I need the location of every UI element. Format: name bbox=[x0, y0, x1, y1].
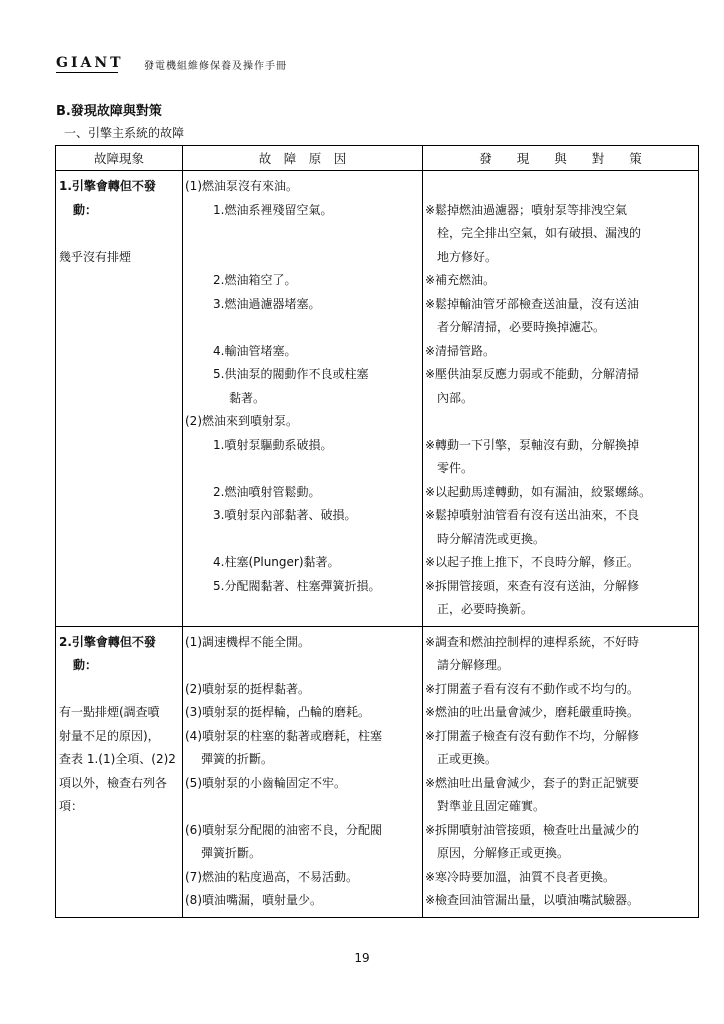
cause-line: (2)噴射泵的挺桿黏著。 bbox=[185, 681, 310, 696]
cause-line: (1)調速機桿不能全開。 bbox=[185, 634, 310, 649]
action-cell bbox=[423, 626, 699, 917]
brand-logo-text: GIANT bbox=[56, 55, 124, 71]
symptom-title-cont: 動： bbox=[73, 202, 98, 217]
manual-title: 發電機組維修保養及操作手冊 bbox=[144, 61, 287, 72]
cause-line: 5.供油泵的閥動作不良或柱塞 bbox=[213, 367, 369, 381]
action-line: 請分解修理。 bbox=[437, 658, 510, 672]
cause-line: 2.燃油箱空了。 bbox=[213, 273, 297, 287]
cause-line: 3.噴射泵內部黏著、破損。 bbox=[213, 508, 357, 522]
action-line: 地方修好。 bbox=[437, 249, 498, 264]
symptom-note-line: 項： bbox=[59, 799, 84, 813]
cause-line: 4.輸油管堵塞。 bbox=[213, 343, 297, 358]
page-header bbox=[56, 55, 696, 75]
action-line: ※補充燃油。 bbox=[425, 273, 496, 287]
cause-cell bbox=[183, 171, 423, 627]
action-line: ※鬆掉輸油管牙部檢查送油量，沒有送油 bbox=[425, 296, 640, 311]
table-row bbox=[56, 626, 699, 917]
cause-line: (8)噴油嘴漏，噴射量少。 bbox=[185, 893, 322, 907]
symptom-title: 2.引擎會轉但不發 bbox=[59, 634, 156, 649]
cause-line: 彈簧折斷。 bbox=[201, 846, 262, 860]
cause-cell bbox=[183, 626, 423, 917]
action-line: 內部。 bbox=[437, 390, 474, 405]
header-underline bbox=[56, 72, 118, 73]
header-cause: 故 障 原 因 bbox=[183, 146, 423, 171]
action-line: 正或更換。 bbox=[437, 752, 498, 766]
action-line: 原因，分解修正或更換。 bbox=[437, 846, 570, 860]
page-number: 19 bbox=[354, 951, 370, 965]
header-action: 發 現 與 對 策 bbox=[423, 146, 699, 171]
action-line: ※燃油的吐出量會減少，磨耗嚴重時換。 bbox=[425, 705, 640, 719]
cause-line: (4)噴射泵的柱塞的黏著或磨耗，柱塞 bbox=[185, 728, 382, 743]
action-line: 零件。 bbox=[437, 461, 474, 475]
action-line: ※打開蓋子看有沒有不動作或不均勻的。 bbox=[425, 681, 640, 696]
cause-line: 2.燃油噴射管鬆動。 bbox=[213, 484, 321, 499]
symptom-note-line: 射量不足的原因)， bbox=[59, 728, 160, 743]
action-line: ※清掃管路。 bbox=[425, 343, 496, 358]
action-line: ※拆開管接頭，來查有沒有送油，分解修 bbox=[425, 578, 640, 593]
action-line: ※調查和燃油控制桿的連桿系統，不好時 bbox=[425, 634, 640, 649]
symptom-title: 1.引擎會轉但不發 bbox=[59, 179, 156, 193]
action-line: 者分解清掃，必要時換掉濾芯。 bbox=[437, 320, 606, 334]
action-line: ※打開蓋子檢查有沒有動作不均，分解修 bbox=[425, 728, 640, 743]
action-line: ※壓供油泵反應力弱或不能動，分解清掃 bbox=[425, 367, 640, 381]
cause-line: (6)噴射泵分配閥的油密不良，分配閥 bbox=[185, 822, 382, 837]
action-line: 時分解清洗或更換。 bbox=[437, 531, 546, 546]
table-row bbox=[56, 171, 699, 627]
cause-line: (5)噴射泵的小齒輪固定不牢。 bbox=[185, 775, 346, 790]
cause-line: 4.柱塞(Plunger)黏著。 bbox=[213, 555, 340, 569]
symptom-note-line: 查表 1.(1)全項、(2)2 bbox=[59, 752, 176, 766]
action-line: ※鬆掉噴射油管看有沒有送出油來，不良 bbox=[425, 508, 640, 522]
symptom-note: 幾乎沒有排煙 bbox=[59, 249, 132, 264]
cause-line: 1.燃油系裡殘留空氣。 bbox=[213, 202, 333, 217]
action-line: ※拆開噴射油管接頭，檢查吐出量減少的 bbox=[425, 822, 640, 837]
fault-table bbox=[55, 145, 699, 918]
action-line: ※以起動馬達轉動，如有漏油，絞緊螺絲。 bbox=[425, 484, 652, 499]
action-line: 正，必要時換新。 bbox=[437, 602, 534, 616]
action-cell bbox=[423, 171, 699, 627]
cause-line: (1)燃油泵沒有來油。 bbox=[185, 179, 298, 193]
cause-line: (7)燃油的粘度過高，不易活動。 bbox=[185, 869, 358, 884]
cause-line: 彈簧的折斷。 bbox=[201, 752, 274, 766]
action-line: ※寒冷時要加溫，油質不良者更換。 bbox=[425, 869, 616, 884]
cause-line: 3.燃油過濾器堵塞。 bbox=[213, 296, 321, 311]
action-line: ※轉動一下引擎，泵軸沒有動，分解換掉 bbox=[425, 437, 640, 452]
action-line: ※燃油吐出量會減少，套子的對正記號要 bbox=[425, 775, 640, 790]
cause-line: (3)噴射泵的挺桿輪，凸輪的磨耗。 bbox=[185, 705, 370, 719]
subsection-title: 一、引擎主系統的故障 bbox=[64, 126, 185, 140]
action-line: ※鬆掉燃油過濾器；噴射泵等排洩空氣 bbox=[425, 202, 628, 217]
cause-line: (2)燃油來到噴射泵。 bbox=[185, 414, 298, 428]
symptom-note-line: 有一點排煙(調查噴 bbox=[59, 705, 160, 719]
action-line: ※檢查回油管漏出量，以噴油嘴試驗器。 bbox=[425, 893, 640, 907]
cause-line: 1.噴射泵驅動系破損。 bbox=[213, 437, 333, 452]
section-title: B.發現故障與對策 bbox=[56, 104, 162, 119]
action-line: 栓，完全排出空氣，如有破損、漏洩的 bbox=[437, 226, 642, 240]
cause-line: 5.分配閥黏著、柱塞彈簧折損。 bbox=[213, 578, 381, 593]
symptom-cell bbox=[56, 171, 183, 627]
symptom-cell bbox=[56, 626, 183, 917]
symptom-title-cont: 動： bbox=[73, 658, 98, 672]
symptom-note-line: 項以外，檢查右列各 bbox=[59, 775, 168, 790]
cause-line: 黏著。 bbox=[229, 390, 266, 405]
table-header-row bbox=[56, 146, 699, 171]
action-line: ※以起子推上推下，不良時分解，修正。 bbox=[425, 555, 640, 569]
action-line: 對準並且固定確實。 bbox=[437, 799, 546, 813]
header-symptom: 故障現象 bbox=[56, 146, 183, 171]
